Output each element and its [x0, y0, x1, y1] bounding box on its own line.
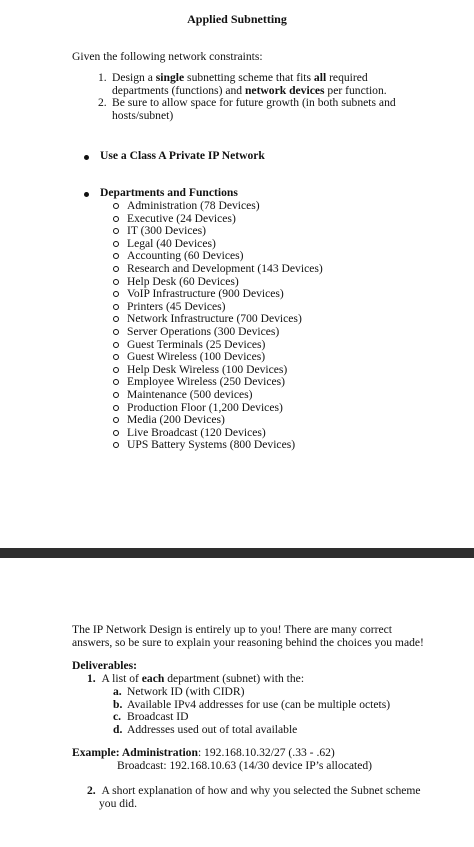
- deliverable-2-line-2: you did.: [99, 797, 138, 810]
- circle-bullet-icon: [113, 266, 119, 272]
- circle-bullet-icon: [113, 417, 119, 423]
- circle-bullet-icon: [113, 405, 119, 411]
- circle-bullet-icon: [113, 228, 119, 234]
- list-number: 1.: [87, 672, 96, 685]
- list-item: a. Network ID (with CIDR): [113, 685, 245, 698]
- list-item: Accounting (60 Devices): [113, 250, 323, 263]
- list-number: 1.: [98, 71, 107, 84]
- list-item: Employee Wireless (250 Devices): [113, 376, 323, 389]
- bullet-icon: [84, 155, 89, 160]
- list-item: Help Desk (60 Devices): [113, 276, 323, 289]
- circle-bullet-icon: [113, 354, 119, 360]
- constraint-1-line-1: Design a single subnetting scheme that fits all required: [112, 71, 368, 84]
- deliverables-item-1: [87, 673, 304, 686]
- list-item: Help Desk Wireless (100 Devices): [113, 364, 323, 377]
- page-separator: [0, 548, 474, 558]
- circle-bullet-icon: [113, 279, 119, 285]
- list-item: Legal (40 Devices): [113, 238, 323, 251]
- list-item: Production Floor (1,200 Devices): [113, 402, 323, 415]
- page-title: Applied Subnetting: [187, 12, 287, 26]
- constraint-1-line-2: departments (functions) and network devices per function.: [112, 83, 387, 97]
- list-item: b. Available IPv4 addresses for use (can be multiple octets): [113, 697, 391, 711]
- list-item: Maintenance (500 devices): [113, 389, 323, 402]
- departments-heading: Departments and Functions: [100, 186, 238, 199]
- circle-bullet-icon: [113, 216, 119, 222]
- constraint-2-line-2: hosts/subnet): [112, 108, 174, 122]
- deliverable-1-text: A list of each department (subnet) with the:: [101, 672, 305, 685]
- list-item: VoIP Infrastructure (900 Devices): [113, 288, 323, 301]
- list-number: 2.: [87, 784, 96, 797]
- list-item: Media (200 Devices): [113, 414, 323, 427]
- list-item: Network Infrastructure (700 Devices): [113, 313, 323, 326]
- list-item: Executive (24 Devices): [113, 213, 323, 226]
- list-item: IT (300 Devices): [113, 225, 323, 238]
- list-item: Live Broadcast (120 Devices): [113, 427, 323, 440]
- example-line: Example: Administration: 192.168.10.32/27 (.33 - .62): [72, 746, 335, 759]
- circle-bullet-icon: [113, 203, 119, 209]
- circle-bullet-icon: [113, 430, 119, 436]
- intro-text: Given the following network constraints:: [72, 50, 263, 63]
- list-item: Guest Wireless (100 Devices): [113, 351, 323, 364]
- deliverable-subitems: [113, 686, 390, 736]
- list-item: Printers (45 Devices): [113, 301, 323, 314]
- document-page-2: [0, 558, 474, 847]
- list-number: 2.: [98, 96, 107, 110]
- circle-bullet-icon: [113, 291, 119, 297]
- circle-bullet-icon: [113, 442, 119, 448]
- class-a-text: Use a Class A Private IP Network: [100, 149, 265, 162]
- list-item: Server Operations (300 Devices): [113, 326, 323, 339]
- departments-list: [113, 200, 323, 452]
- circle-bullet-icon: [113, 316, 119, 322]
- constraints-list: [98, 72, 396, 122]
- bullet-icon: [84, 192, 89, 197]
- circle-bullet-icon: [113, 329, 119, 335]
- list-item: d. Addresses used out of total available: [113, 722, 298, 736]
- circle-bullet-icon: [113, 342, 119, 348]
- design-text-line-2: answers, so be sure to explain your reasoning behind the choices you made!: [72, 636, 424, 649]
- list-item: UPS Battery Systems (800 Devices): [113, 439, 323, 452]
- deliverable-2-line-1: A short explanation of how and why you selected the Subnet scheme: [101, 784, 421, 797]
- constraint-item-1: [98, 72, 396, 97]
- list-item: Administration (78 Devices): [113, 200, 323, 213]
- circle-bullet-icon: [113, 367, 119, 373]
- list-item: Research and Development (143 Devices): [113, 263, 323, 276]
- circle-bullet-icon: [113, 392, 119, 398]
- list-item: Guest Terminals (25 Devices): [113, 339, 323, 352]
- design-text-line-1: The IP Network Design is entirely up to you! There are many correct: [72, 623, 393, 636]
- circle-bullet-icon: [113, 304, 119, 310]
- circle-bullet-icon: [113, 379, 119, 385]
- constraint-2-line-1: Be sure to allow space for future growth (in both subnets and: [112, 96, 396, 110]
- list-item: c. Broadcast ID: [113, 710, 189, 724]
- constraint-item-2: [98, 97, 396, 122]
- deliverables-item-2: [87, 785, 421, 798]
- circle-bullet-icon: [113, 253, 119, 259]
- example-broadcast: Broadcast: 192.168.10.63 (14/30 device IP’s allocated): [117, 759, 372, 772]
- circle-bullet-icon: [113, 241, 119, 247]
- deliverables-heading: Deliverables:: [72, 659, 138, 672]
